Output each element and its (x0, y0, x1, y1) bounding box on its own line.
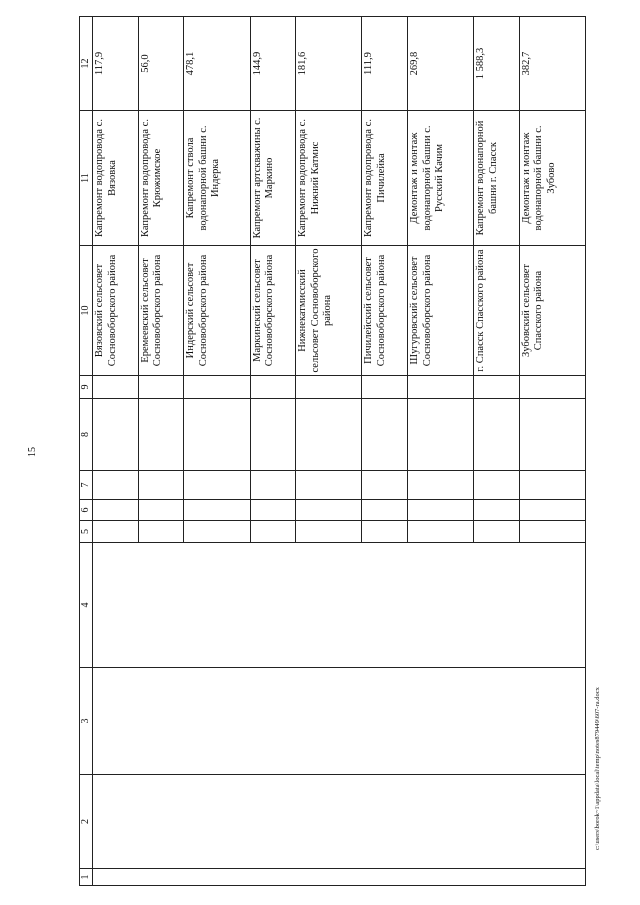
page-number: 15 (27, 447, 38, 457)
work-cell: Капремонт водонапорной башни г. Спасск (474, 111, 520, 246)
council-cell: Еремеевский сельсовет Сосновоборского района (138, 246, 184, 376)
cell-col-7 (362, 471, 408, 500)
file-path: c:\users\borok~1\appdata\local\temp\notes879449\607-ra.docx (594, 687, 601, 850)
council-cell: Нижнекатмисский сельсовет Сосновоборского района (296, 246, 362, 376)
cell-col-9 (138, 376, 184, 399)
cell-col-6 (362, 500, 408, 521)
council-cell: Пичилейский сельсовет Сосновоборского района (362, 246, 408, 376)
data-table (79, 16, 586, 886)
cell-col-9 (474, 376, 520, 399)
work-cell: Капремонт водопровода с. Пичилейка (362, 111, 408, 246)
cell-col-7 (184, 471, 250, 500)
cell-col-9 (296, 376, 362, 399)
cell-col-6 (519, 500, 585, 521)
work-cell: Демонтаж и монтаж водонапорной башни с. Русский Качим (408, 111, 474, 246)
cell-col-5 (362, 521, 408, 543)
column-number: 4 (80, 543, 93, 668)
cell-col-7 (93, 471, 139, 500)
column-number: 8 (80, 399, 93, 471)
amount-cell: 144,9 (250, 17, 296, 111)
council-cell: Вязовский сельсовет Сосновоборского района (93, 246, 139, 376)
cell-col-8 (362, 399, 408, 471)
column-number: 11 (80, 111, 93, 246)
cell-col-7 (250, 471, 296, 500)
cell-col-6 (184, 500, 250, 521)
amount-cell: 56,0 (138, 17, 184, 111)
column-number: 2 (80, 775, 93, 869)
cell-col-5 (93, 521, 139, 543)
cell-col-5 (250, 521, 296, 543)
cell-col-6 (296, 500, 362, 521)
column-number: 3 (80, 668, 93, 775)
work-cell: Капремонт водопровода с. Нижний Катмис (296, 111, 362, 246)
cell-col-7 (519, 471, 585, 500)
column-number: 12 (80, 17, 93, 111)
cell-col-7 (474, 471, 520, 500)
cell-col-8 (296, 399, 362, 471)
amount-cell: 181,6 (296, 17, 362, 111)
cell-col-6 (250, 500, 296, 521)
cell-col-6 (474, 500, 520, 521)
cell-col-6 (408, 500, 474, 521)
cell-col-8 (138, 399, 184, 471)
amount-cell: 269,8 (408, 17, 474, 111)
council-cell: г. Спасск Спасского района (474, 246, 520, 376)
cell-col-5 (184, 521, 250, 543)
cell-col-7 (296, 471, 362, 500)
cell-col-9 (184, 376, 250, 399)
council-cell: Зубовский сельсовет Спасского района (519, 246, 585, 376)
work-cell: Капремонт водопровода с. Вязовка (93, 111, 139, 246)
cell-col-8 (519, 399, 585, 471)
column-number: 6 (80, 500, 93, 521)
work-cell: Демонтаж и монтаж водонапорной башни с. Зубово (519, 111, 585, 246)
cell-col-5 (408, 521, 474, 543)
cell-col-8 (408, 399, 474, 471)
cell-col-5 (138, 521, 184, 543)
amount-cell: 478,1 (184, 17, 250, 111)
amount-cell: 117,9 (93, 17, 139, 111)
cell-col-3 (93, 668, 586, 775)
column-number: 7 (80, 471, 93, 500)
cell-col-4 (93, 543, 586, 668)
table-body (80, 17, 586, 886)
amount-cell: 111,9 (362, 17, 408, 111)
council-cell: Шугуровский сельсовет Сосновоборского района (408, 246, 474, 376)
cell-col-9 (362, 376, 408, 399)
cell-col-5 (474, 521, 520, 543)
cell-col-5 (519, 521, 585, 543)
cell-col-2 (93, 775, 586, 869)
cell-col-9 (519, 376, 585, 399)
cell-col-9 (408, 376, 474, 399)
cell-col-8 (474, 399, 520, 471)
cell-col-9 (250, 376, 296, 399)
cell-col-5 (296, 521, 362, 543)
column-number: 1 (80, 869, 93, 886)
column-number: 9 (80, 376, 93, 399)
work-cell: Капремонт артскважины с. Маркино (250, 111, 296, 246)
amount-cell: 1 588,3 (474, 17, 520, 111)
work-cell: Капремонт ствола водонапорной башни с. Индерка (184, 111, 250, 246)
work-cell: Капремонт водопровода с. Крюжимское (138, 111, 184, 246)
council-cell: Маркинский сельсовет Сосновоборского района (250, 246, 296, 376)
column-number-row (80, 17, 93, 886)
cell-col-7 (408, 471, 474, 500)
cell-col-6 (138, 500, 184, 521)
column-number: 5 (80, 521, 93, 543)
row-number-cell (93, 869, 586, 886)
table-row (93, 17, 139, 886)
council-cell: Индерский сельсовет Сосновоборского района (184, 246, 250, 376)
cell-col-7 (138, 471, 184, 500)
amount-cell: 382,7 (519, 17, 585, 111)
cell-col-8 (184, 399, 250, 471)
cell-col-8 (93, 399, 139, 471)
cell-col-6 (93, 500, 139, 521)
column-number: 10 (80, 246, 93, 376)
rotated-table-container (79, 17, 586, 886)
cell-col-9 (93, 376, 139, 399)
cell-col-8 (250, 399, 296, 471)
